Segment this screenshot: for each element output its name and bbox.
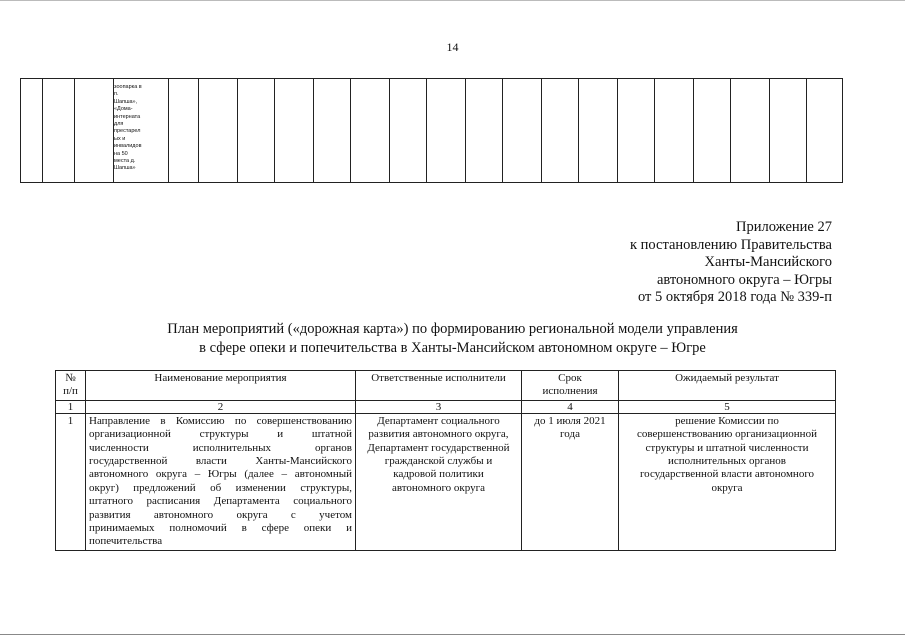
page-number: 14 [446, 40, 459, 54]
column-number: 3 [356, 400, 522, 413]
cell-line: численности исполнительных органов [89, 441, 352, 454]
appendix-line: Ханты-Мансийского [704, 254, 832, 271]
header-text: Срок [558, 372, 582, 384]
cell-line: попечительства [89, 535, 163, 548]
cell-line: Департамент социального [377, 414, 500, 427]
cell-line: принимаемых полномочий в сфере опеки и [89, 522, 352, 535]
table-cell [466, 79, 503, 183]
cell-line: решение Комиссии по [675, 414, 779, 427]
cell-line: года [560, 428, 580, 441]
table-cell [390, 79, 427, 183]
table-cell [427, 79, 466, 183]
title-line: План мероприятий («дорожная карта») по формированию региональной модели управления [167, 321, 738, 337]
table-cell [694, 79, 731, 183]
table-cell [770, 79, 807, 183]
table-cell [503, 79, 542, 183]
table-cell [75, 79, 114, 183]
fragment-line: «Дома- [114, 106, 133, 113]
table-cell [731, 79, 770, 183]
table-cell [655, 79, 694, 183]
fragment-line: для [114, 121, 124, 128]
fragment-line: Шапша» [114, 165, 136, 172]
column-number: 4 [522, 400, 619, 413]
header-text: п/п [63, 385, 78, 398]
table-cell [579, 79, 618, 183]
cell-line: штатного расписания Департамента социального [89, 495, 352, 508]
cell-line: автономного округа [391, 481, 486, 494]
cell-line: Департамент государственной [367, 441, 510, 454]
cell-line: кадровой политики [393, 468, 484, 481]
table-cell [43, 79, 75, 183]
table-row [56, 413, 836, 550]
fragment-line: Шапша», [114, 98, 138, 105]
fragment-line: п. [114, 91, 119, 98]
header-text: № [65, 372, 76, 384]
fragment-line: зоопарка в [114, 84, 142, 90]
header-text: исполнения [542, 385, 598, 398]
cell-line: гражданской службы и [384, 455, 493, 468]
table-row [21, 79, 843, 183]
continued-table-fragment [20, 78, 843, 183]
table-header-row [56, 371, 836, 401]
cell-line: округа [711, 481, 743, 494]
fragment-line: престарел [114, 128, 141, 135]
row-name [86, 413, 356, 550]
column-numbers-row [56, 400, 836, 413]
table-cell [351, 79, 390, 183]
scan-edge-bottom [0, 634, 905, 635]
appendix-line: к постановлению Правительства [630, 236, 832, 253]
cell-line: развития автономного округа с учетом [89, 508, 352, 521]
header-result: Ожидаемый результат [619, 371, 836, 401]
table-cell [199, 79, 238, 183]
scan-edge-top [0, 0, 905, 1]
fragment-line: ых и [114, 135, 126, 142]
column-number: 2 [86, 400, 356, 413]
cell-line: организационной структуры и штатной [89, 428, 352, 441]
table-cell [169, 79, 199, 183]
cell-line: государственной власти Ханты-Мансийского [89, 455, 352, 468]
fragment-line: интерната [114, 113, 141, 120]
appendix-line: автономного округа – Югры [656, 271, 832, 288]
cell-line: развития автономного округа, [368, 428, 509, 441]
document-title [0, 320, 905, 358]
table-cell [238, 79, 275, 183]
cell-line: исполнительных органов [668, 455, 786, 468]
cell-line: автономного округа – Югры (далее – автономный [89, 468, 352, 481]
header-responsible: Ответственные исполнители [356, 371, 522, 401]
table-cell [618, 79, 655, 183]
row-number: 1 [56, 413, 86, 550]
table-cell [114, 79, 169, 183]
fragment-line: места д. [114, 158, 136, 165]
cell-line: структуры и штатной численности [645, 441, 809, 454]
cell-line: государственной власти автономного [639, 468, 815, 481]
cell-line: округ) предложений об изменении структуры, [89, 481, 352, 494]
appendix-line: от 5 октября 2018 года № 339-п [637, 289, 832, 306]
table-cell [314, 79, 351, 183]
header-term [522, 371, 619, 401]
header-name: Наименование мероприятия [86, 371, 356, 401]
appendix-block [532, 219, 832, 307]
header-num [56, 371, 86, 401]
table-cell [275, 79, 314, 183]
column-number: 5 [619, 400, 836, 413]
fragment-line: инвалидов [114, 143, 142, 150]
row-result [619, 413, 836, 550]
cell-line: до 1 июля 2021 [534, 414, 606, 427]
table-cell [807, 79, 843, 183]
roadmap-table [55, 370, 836, 551]
table-cell [21, 79, 43, 183]
fragment-line: на 50 [114, 150, 128, 157]
cell-line: совершенствованию организационной [637, 428, 817, 441]
appendix-title: Приложение 27 [736, 219, 832, 235]
column-number: 1 [56, 400, 86, 413]
row-responsible [356, 413, 522, 550]
row-term [522, 413, 619, 550]
title-line: в сфере опеки и попечительства в Ханты-Мансийском автономном округе – Югре [199, 340, 706, 356]
fragment-text [114, 79, 168, 173]
table-cell [542, 79, 579, 183]
cell-line: Направление в Комиссию по совершенствованию [89, 414, 352, 427]
